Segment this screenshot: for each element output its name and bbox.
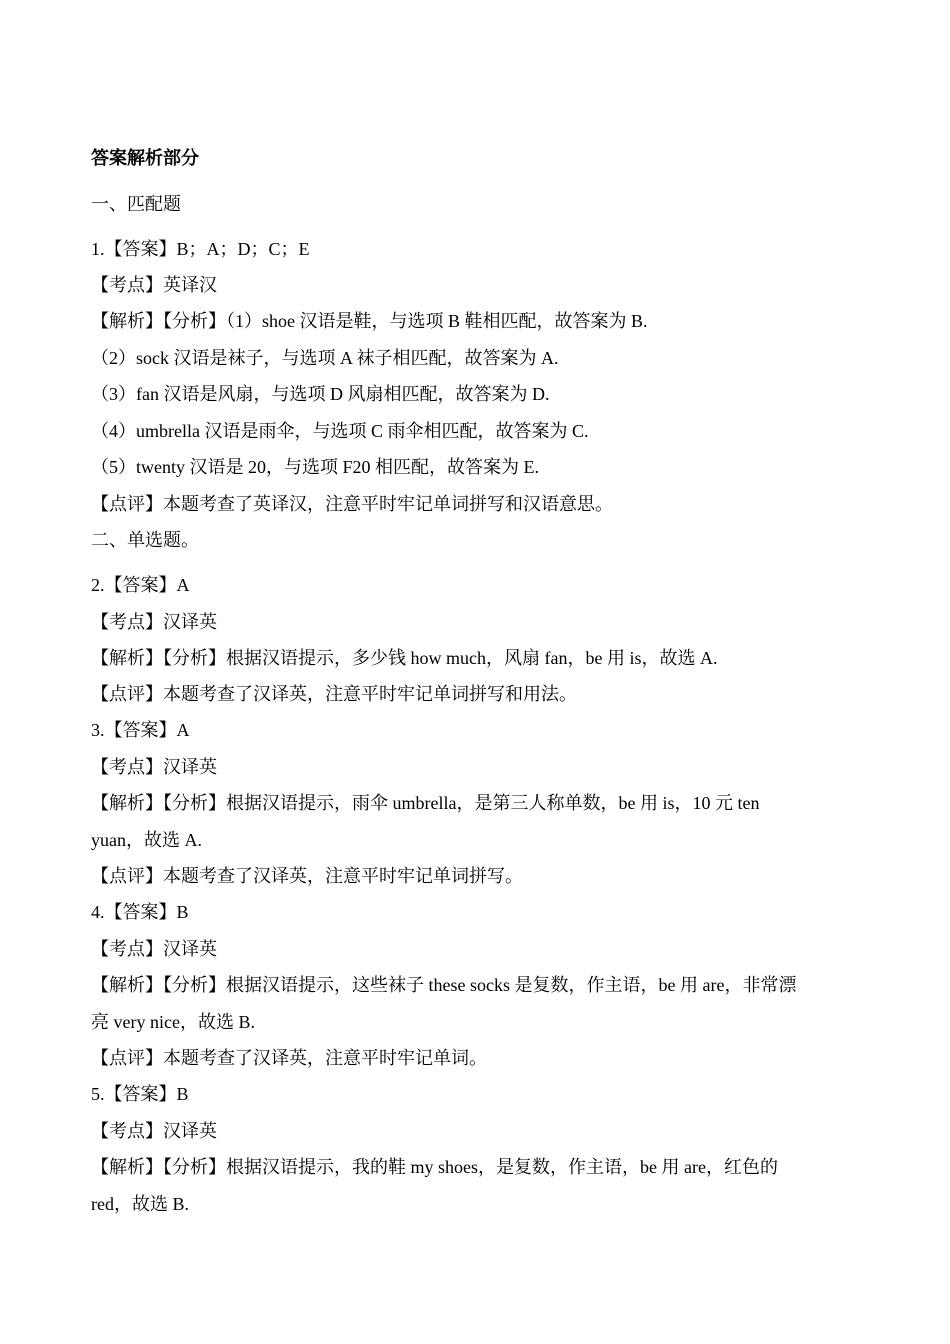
analysis-line-q3-cont: yuan，故选 A. bbox=[91, 830, 202, 850]
analysis-line-q5: 【解析】【分析】根据汉语提示，我的鞋 my shoes，是复数，作主语，be 用 are，红色的 bbox=[91, 1157, 778, 1177]
topic-line-q4: 【考点】汉译英 bbox=[91, 939, 217, 959]
answer-line-q4: 4.【答案】B bbox=[91, 902, 189, 922]
analysis-line-q4: 【解析】【分析】根据汉语提示，这些袜子 these socks 是复数，作主语，be 用 are，非常漂 bbox=[91, 975, 797, 995]
topic-line-q3: 【考点】汉译英 bbox=[91, 757, 217, 777]
answer-line-q2: 2.【答案】A bbox=[91, 575, 190, 595]
analysis-line-q3: 【解析】【分析】根据汉语提示，雨伞 umbrella，是第三人称单数，be 用 is，10 元 ten bbox=[91, 793, 760, 813]
comment-line-q4: 【点评】本题考查了汉译英，注意平时牢记单词。 bbox=[91, 1048, 487, 1068]
topic-line-q2: 【考点】汉译英 bbox=[91, 612, 217, 632]
section-title-single-choice: 二、单选题。 bbox=[91, 530, 199, 550]
analysis-line-q1-2: （2）sock 汉语是袜子，与选项 A 袜子相匹配，故答案为 A. bbox=[91, 348, 559, 368]
answer-line-q1: 1.【答案】B；A；D；C；E bbox=[91, 239, 310, 259]
comment-line-q3: 【点评】本题考查了汉译英，注意平时牢记单词拼写。 bbox=[91, 866, 523, 886]
topic-line-q1: 【考点】英译汉 bbox=[91, 275, 217, 295]
analysis-line-q4-cont: 亮 very nice，故选 B. bbox=[91, 1012, 255, 1032]
analysis-line-q2: 【解析】【分析】根据汉语提示，多少钱 how much，风扇 fan，be 用 is，故选 A. bbox=[91, 648, 718, 668]
comment-line-q2: 【点评】本题考查了汉译英，注意平时牢记单词拼写和用法。 bbox=[91, 684, 577, 704]
analysis-line-q1-4: （4）umbrella 汉语是雨伞，与选项 C 雨伞相匹配，故答案为 C. bbox=[91, 421, 589, 441]
answer-line-q5: 5.【答案】B bbox=[91, 1084, 189, 1104]
answer-line-q3: 3.【答案】A bbox=[91, 720, 190, 740]
section-title-matching: 一、匹配题 bbox=[91, 194, 181, 214]
analysis-line-q5-cont: red，故选 B. bbox=[91, 1194, 189, 1214]
analysis-line-q1: 【解析】【分析】（1）shoe 汉语是鞋，与选项 B 鞋相匹配，故答案为 B. bbox=[91, 311, 648, 331]
analysis-line-q1-3: （3）fan 汉语是风扇，与选项 D 风扇相匹配，故答案为 D. bbox=[91, 384, 550, 404]
topic-line-q5: 【考点】汉译英 bbox=[91, 1121, 217, 1141]
page-heading: 答案解析部分 bbox=[91, 148, 199, 168]
analysis-line-q1-5: （5）twenty 汉语是 20，与选项 F20 相匹配，故答案为 E. bbox=[91, 457, 539, 477]
comment-line-q1: 【点评】本题考查了英译汉，注意平时牢记单词拼写和汉语意思。 bbox=[91, 494, 613, 514]
